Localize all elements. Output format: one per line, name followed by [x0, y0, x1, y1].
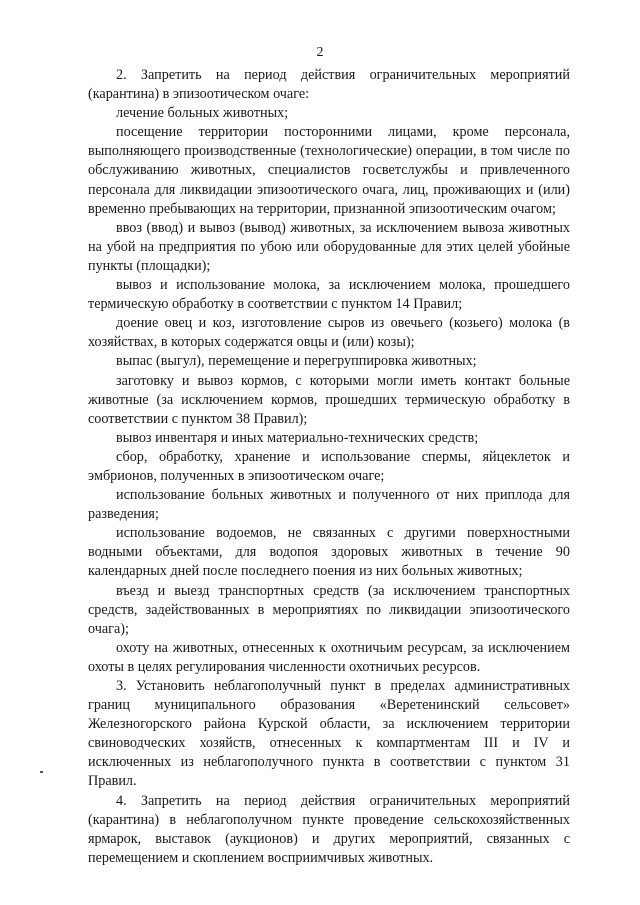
paragraph-treatment: лечение больных животных; — [116, 105, 289, 122]
scan-speck — [40, 771, 43, 773]
paragraph-equipment: вывоз инвентаря и иных материально-технических средств; — [116, 429, 479, 446]
paragraph-milk: вывоз и использование молока, за исключением молока, прошедшего термическую обработку в соответствии с пунктом 14 Правил; — [88, 277, 570, 313]
paragraph-animal-transport: ввоз (ввод) и вывоз (вывод) животных, за исключением вывоза животных на убой на предприятия по убою или оборудованные для этих целей убойные пункты (площадки); — [88, 219, 570, 274]
paragraph-visiting: посещение территории посторонними лицами, кроме персонала, выполняющего производственные (технологические) операции, в том числе по обслуживанию животных, специалистов госветслужбы и привлеченного персонала для ликвидации эпизоотического очага, лиц, проживающих и (или) временно пребывающих на территории, признанной эпизоотическим очагом; — [88, 124, 570, 217]
paragraph-hunting: охоту на животных, отнесенных к охотничьим ресурсам, за исключением охоты в целях регулирования численности охотничьих ресурсов. — [88, 639, 570, 675]
page-number: 2 — [316, 45, 324, 60]
paragraph-grazing: выпас (выгул), перемещение и перегруппировка животных; — [116, 353, 477, 370]
paragraph-water: использование водоемов, не связанных с другими поверхностными водными объектами, для водопоя здоровых животных в течение 90 календарных дней после последнего поения из них больных животных; — [88, 525, 570, 580]
paragraph-vehicles: въезд и выезд транспортных средств (за исключением транспортных средств, задействованных в мероприятиях по ликвидации эпизоотического очага); — [88, 582, 570, 637]
paragraph-milking: доение овец и коз, изготовление сыров из овечьего (козьего) молока (в хозяйствах, в которых содержатся овцы и (или) козы); — [88, 315, 570, 351]
paragraph-sperm: сбор, обработку, хранение и использование спермы, яйцеклеток и эмбрионов, полученных в эпизоотическом очаге; — [88, 448, 570, 484]
paragraph-feed: заготовку и вывоз кормов, с которыми могли иметь контакт больные животные (за исключением кормов, прошедших термическую обработку в соответствии с пунктом 38 Правил); — [88, 372, 570, 427]
paragraph-item-3: 3. Установить неблагополучный пункт в пределах административных границ муниципального образования «Веретенинский сельсовет» Железногорского района Курской области, за исключением территории свиноводческих хозяйств, отнесенных к компартментам III и IV и исключенных из неблагополучного пункта в соответствии с пунктом 31 Правил. — [88, 678, 570, 790]
document-body — [88, 66, 570, 868]
paragraph-item-2: 2. Запретить на период действия ограничительных мероприятий (карантина) в эпизоотическом очаге: — [88, 67, 570, 103]
paragraph-breeding: использование больных животных и полученного от них приплода для разведения; — [88, 487, 570, 523]
paragraph-item-4: 4. Запретить на период действия ограничительных мероприятий (карантина) в неблагополучном пункте проведение сельскохозяйственных ярмарок, выставок (аукционов) и других мероприятий, связанных с перемещением и скоплением восприимчивых животных. — [88, 792, 570, 866]
